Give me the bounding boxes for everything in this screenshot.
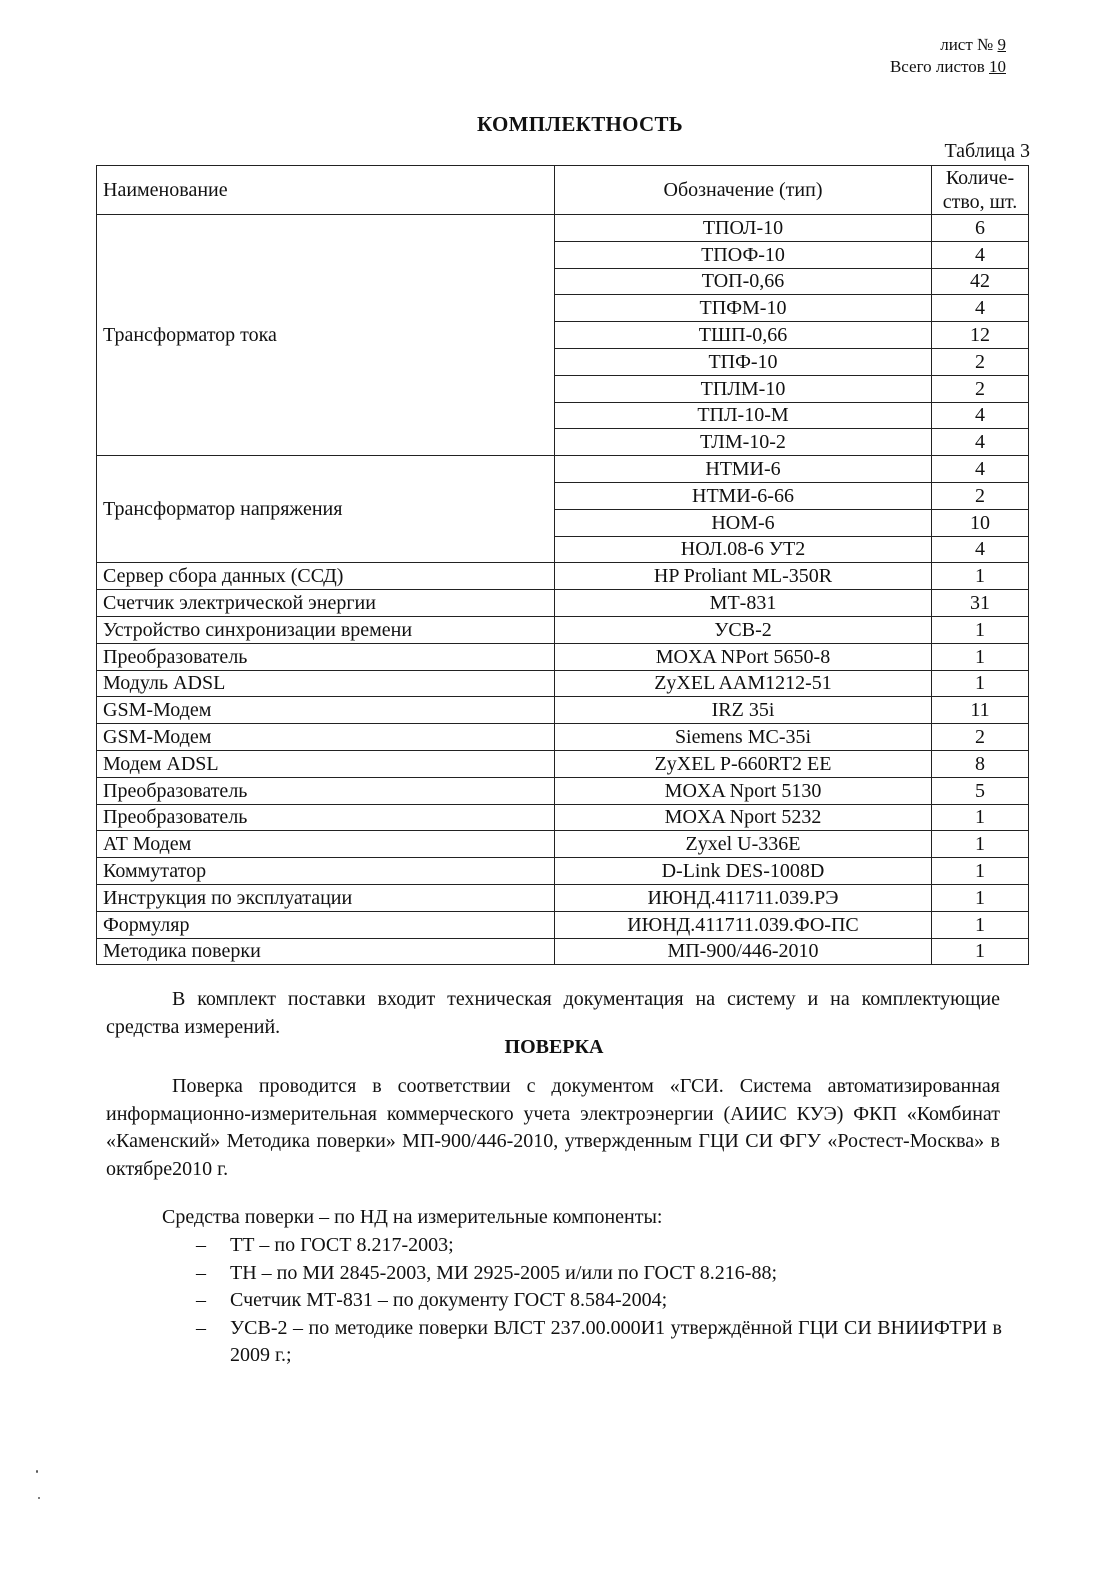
qty-header-line1: Количе- <box>945 167 1015 189</box>
table-row <box>97 938 1029 965</box>
cell-qty: 12 <box>932 322 1029 349</box>
cell-name: Методика поверки <box>97 938 555 965</box>
cell-type: ZyXEL AAM1212-51 <box>555 670 932 697</box>
cell-type: ТПОЛ-10 <box>555 215 932 242</box>
cell-name: Коммутатор <box>97 858 555 885</box>
page-header <box>890 34 1006 78</box>
table-row <box>97 215 1029 242</box>
cell-qty: 2 <box>932 348 1029 375</box>
cell-name: Трансформатор напряжения <box>97 456 555 563</box>
cell-type: ТЛМ-10-2 <box>555 429 932 456</box>
list-item: – ТТ – по ГОСТ 8.217-2003; <box>196 1232 1002 1260</box>
cell-type: D-Link DES-1008D <box>555 858 932 885</box>
cell-qty: 4 <box>932 295 1029 322</box>
cell-name: Инструкция по эксплуатации <box>97 884 555 911</box>
document-title: КОМПЛЕКТНОСТЬ <box>477 112 683 136</box>
table-row <box>97 616 1029 643</box>
delivery-note <box>106 986 1000 1041</box>
total-label: Всего листов <box>889 57 985 76</box>
dash-bullet-icon: – <box>196 1234 206 1256</box>
cell-type: МП-900/446-2010 <box>555 938 932 965</box>
delivery-note-text: В комплект поставки входит техническая документация на систему и на комплектующие средства измерений. <box>106 988 1000 1038</box>
sheet-number: 9 <box>997 35 1006 54</box>
list-item: – Счетчик МТ-831 – по документу ГОСТ 8.584-2004; <box>196 1287 1002 1315</box>
cell-type: ИЮНД.411711.039.ФО-ПС <box>555 911 932 938</box>
cell-type: ТОП-0,66 <box>555 268 932 295</box>
cell-type: НОЛ.08-6 УТ2 <box>555 536 932 563</box>
cell-type: MOXA Nport 5232 <box>555 804 932 831</box>
cell-name: Модуль ADSL <box>97 670 555 697</box>
cell-qty: 2 <box>932 724 1029 751</box>
table-row <box>97 858 1029 885</box>
cell-type: НТМИ-6 <box>555 456 932 483</box>
table-row <box>97 456 1029 483</box>
scan-speck <box>38 1497 40 1499</box>
cell-qty: 1 <box>932 670 1029 697</box>
cell-type: MOXA NPort 5650-8 <box>555 643 932 670</box>
cell-name: АТ Модем <box>97 831 555 858</box>
cell-name: Трансформатор тока <box>97 215 555 456</box>
total-number: 10 <box>989 57 1006 76</box>
cell-qty: 10 <box>932 509 1029 536</box>
verification-title: ПОВЕРКА <box>504 1036 604 1058</box>
cell-qty: 1 <box>932 804 1029 831</box>
cell-qty: 4 <box>932 429 1029 456</box>
table-row <box>97 724 1029 751</box>
cell-type: IRZ 35i <box>555 697 932 724</box>
cell-name: Преобразователь <box>97 804 555 831</box>
cell-qty: 5 <box>932 777 1029 804</box>
list-item: – УСВ-2 – по методике поверки ВЛСТ 237.00.000И1 утверждённой ГЦИ СИ ВНИИФТРИ в 2009 г.; <box>196 1316 1002 1366</box>
table-row <box>97 590 1029 617</box>
verification-tools-intro: Средства поверки – по НД на измерительные компоненты: <box>162 1206 663 1228</box>
cell-qty: 1 <box>932 858 1029 885</box>
cell-name: Формуляр <box>97 911 555 938</box>
cell-qty: 1 <box>932 616 1029 643</box>
list-item: – ТН – по МИ 2845-2003, МИ 2925-2005 и/или по ГОСТ 8.216-88; <box>196 1260 1002 1288</box>
cell-type: МТ-831 <box>555 590 932 617</box>
cell-name: Счетчик электрической энергии <box>97 590 555 617</box>
table-row <box>97 670 1029 697</box>
cell-type: Zyxel U-336E <box>555 831 932 858</box>
cell-qty: 2 <box>932 375 1029 402</box>
sheet-label: лист № <box>940 35 994 54</box>
verification-tools-list <box>196 1232 1002 1370</box>
column-header-type: Обозначение (тип) <box>555 166 932 215</box>
cell-qty: 1 <box>932 643 1029 670</box>
sheet-number-line <box>890 34 1006 56</box>
cell-qty: 6 <box>932 215 1029 242</box>
qty-header-line2: ство, шт. <box>942 191 1018 213</box>
cell-qty: 1 <box>932 831 1029 858</box>
cell-type: НТМИ-6-66 <box>555 482 932 509</box>
cell-qty: 1 <box>932 911 1029 938</box>
cell-type: ТПФМ-10 <box>555 295 932 322</box>
dash-bullet-icon: – <box>196 1261 206 1284</box>
cell-name: GSM-Модем <box>97 724 555 751</box>
table-row <box>97 697 1029 724</box>
cell-type: ТПЛ-10-М <box>555 402 932 429</box>
dash-bullet-icon: – <box>196 1316 206 1339</box>
completeness-table <box>96 165 1029 965</box>
cell-qty: 11 <box>932 697 1029 724</box>
table-row <box>97 563 1029 590</box>
cell-type: MOXA Nport 5130 <box>555 777 932 804</box>
cell-qty: 31 <box>932 590 1029 617</box>
column-header-qty <box>932 166 1029 215</box>
table-row <box>97 831 1029 858</box>
cell-type: ТПОФ-10 <box>555 241 932 268</box>
scan-speck <box>36 1470 38 1473</box>
cell-qty: 4 <box>932 402 1029 429</box>
cell-type: ТПЛМ-10 <box>555 375 932 402</box>
cell-name: Устройство синхронизации времени <box>97 616 555 643</box>
column-header-name: Наименование <box>97 166 555 215</box>
cell-type: ZyXEL P-660RT2 EE <box>555 750 932 777</box>
cell-name: Модем ADSL <box>97 750 555 777</box>
table-row <box>97 911 1029 938</box>
cell-name: Преобразователь <box>97 643 555 670</box>
cell-name: Сервер сбора данных (ССД) <box>97 563 555 590</box>
table-row <box>97 643 1029 670</box>
cell-qty: 2 <box>932 482 1029 509</box>
cell-type: УСВ-2 <box>555 616 932 643</box>
cell-type: Siemens MC-35i <box>555 724 932 751</box>
verification-paragraph-text: Поверка проводится в соответствии с документом «ГСИ. Система автоматизированная информационно-измерительная коммерческого учета электроэнергии (АИИС КУЭ) ФКП «Комбинат «Каменский» Методика поверки» МП-900/446-2010, утвержденным ГЦИ СИ ФГУ «Ростест-Москва» в октябре2010 г. <box>106 1075 1000 1180</box>
table-caption: Таблица 3 <box>944 140 1030 162</box>
table-row <box>97 777 1029 804</box>
cell-qty: 4 <box>932 241 1029 268</box>
cell-name: Преобразователь <box>97 777 555 804</box>
verification-paragraph <box>106 1073 1000 1183</box>
table-row <box>97 750 1029 777</box>
cell-qty: 1 <box>932 563 1029 590</box>
cell-qty: 4 <box>932 536 1029 563</box>
cell-qty: 8 <box>932 750 1029 777</box>
table-row <box>97 884 1029 911</box>
dash-bullet-icon: – <box>196 1289 206 1311</box>
cell-name: GSM-Модем <box>97 697 555 724</box>
total-sheets-line <box>890 56 1006 78</box>
cell-qty: 1 <box>932 884 1029 911</box>
table-header-row <box>97 166 1029 215</box>
cell-type: HP Proliant ML-350R <box>555 563 932 590</box>
cell-qty: 1 <box>932 938 1029 965</box>
table-row <box>97 804 1029 831</box>
cell-type: ТШП-0,66 <box>555 322 932 349</box>
cell-qty: 42 <box>932 268 1029 295</box>
cell-type: ИЮНД.411711.039.РЭ <box>555 884 932 911</box>
cell-type: НОМ-6 <box>555 509 932 536</box>
cell-type: ТПФ-10 <box>555 348 932 375</box>
cell-qty: 4 <box>932 456 1029 483</box>
